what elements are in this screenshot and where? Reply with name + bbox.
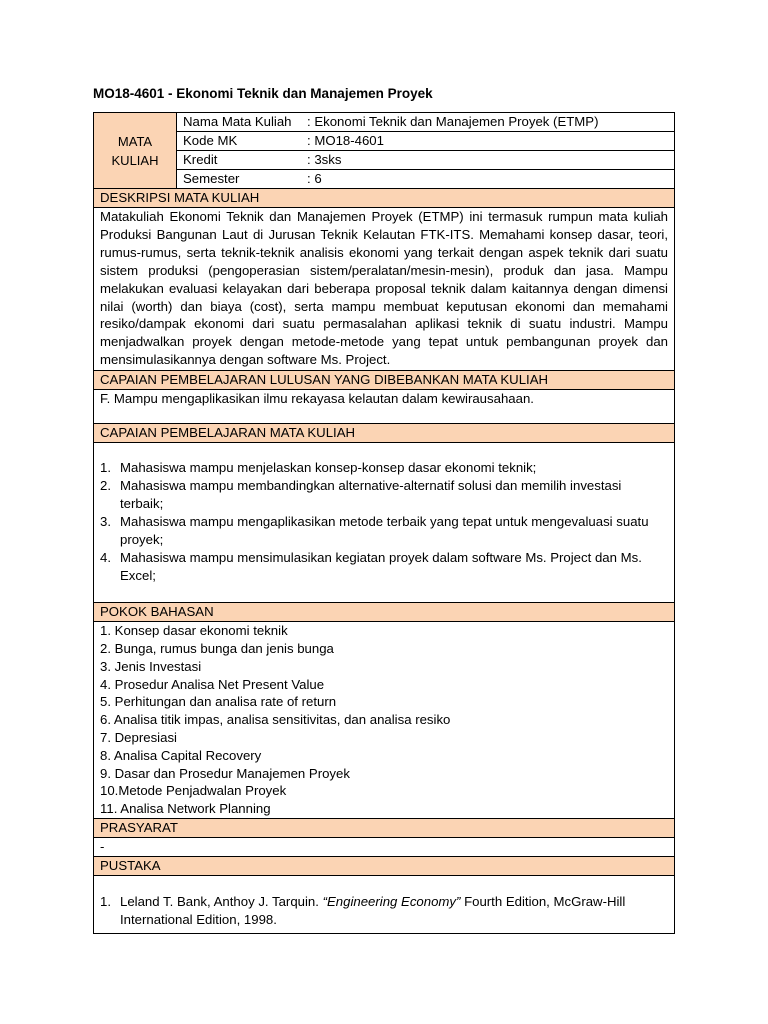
list-item: 11. Analisa Network Planning [100, 801, 271, 817]
info-value: : 6 [307, 171, 322, 186]
list-item [100, 459, 668, 477]
cpmk-body [94, 443, 674, 603]
list-item [100, 549, 668, 585]
pustaka-body [94, 876, 674, 933]
info-label: Semester [183, 171, 240, 186]
list-item: 7. Depresiasi [100, 729, 177, 745]
list-item [100, 513, 668, 549]
list-item: 10.Metode Penjadwalan Proyek [100, 783, 287, 799]
reference-details: Fourth Edition, McGraw-Hill International Edition, 1998. [120, 893, 626, 927]
list-item [100, 893, 668, 929]
pustaka-heading: PUSTAKA [94, 857, 674, 876]
info-label: Kredit [183, 152, 218, 167]
reference-text [120, 893, 668, 929]
list-item: 9. Dasar dan Prosedur Manajemen Proyek [100, 765, 350, 781]
cpmk-heading: CAPAIAN PEMBELAJARAN MATA KULIAH [94, 424, 674, 443]
list-item: 5. Perhitungan dan analisa rate of return [100, 694, 337, 710]
item-number: 1. [100, 893, 111, 909]
pokok-body [94, 622, 674, 819]
item-text: Mahasiswa mampu mengaplikasikan metode terbaik yang tepat untuk mengevaluasi suatu proyek; [120, 514, 649, 548]
cpl-text: F. Mampu mengaplikasikan ilmu rekayasa kelautan dalam kewirausahaan. [94, 390, 674, 424]
cpl-heading: CAPAIAN PEMBELAJARAN LULUSAN YANG DIBEBANKAN MATA KULIAH [94, 371, 674, 390]
page-title: MO18-4601 - Ekonomi Teknik dan Manajemen Proyek [93, 86, 433, 101]
info-row-nama [177, 113, 674, 132]
reference-authors: Leland T. Bank, Anthoy J. Tarquin. [120, 893, 323, 909]
mata-label-line1: MATA [117, 133, 153, 149]
list-item: 1. Konsep dasar ekonomi teknik [100, 623, 288, 639]
reference-title: “Engineering Economy” [322, 893, 461, 909]
info-value: : MO18-4601 [307, 133, 384, 148]
deskripsi-heading: DESKRIPSI MATA KULIAH [94, 189, 674, 208]
list-item: 8. Analisa Capital Recovery [100, 747, 262, 763]
list-item: 4. Prosedur Analisa Net Present Value [100, 676, 325, 692]
item-text: Mahasiswa mampu mensimulasikan kegiatan proyek dalam software Ms. Project dan Ms. Excel; [120, 550, 642, 584]
info-label: Nama Mata Kuliah [183, 114, 292, 129]
item-number: 2. [100, 478, 111, 494]
prasyarat-heading: PRASYARAT [94, 819, 674, 838]
course-table [93, 112, 675, 934]
info-row-semester [177, 170, 674, 188]
pokok-heading: POKOK BAHASAN [94, 603, 674, 622]
item-number: 3. [100, 514, 111, 530]
deskripsi-text: Matakuliah Ekonomi Teknik dan Manajemen Proyek (ETMP) ini termasuk rumpun mata kuliah Produksi Bangunan Laut di Jurusan Teknik Kelautan FTK-ITS. Memahami konsep dasar, teori, rumus-rumus, serta teknik-teknik analisis ekonomi yang terkait dengan aspek teknik dari suatu sistem produksi (pengoperasian sistem/peralatan/mesin-mesin), produk dan jasa. Mampu melakukan evaluasi kelayakan dari beberapa proposal teknik dalam kaitannya dengan dimensi nilai (worth) dan biaya (cost), serta mampu membuat keputusan ekonomi dan memahami resiko/dampak ekonomi dari suatu permasalahan aplikasi teknik di suatu industri. Mampu menjadwalkan proyek dengan metode-metode yang tepat untuk pembangunan proyek dan mensimulasikannya dengan software Ms. Project. [94, 208, 674, 371]
mata-kuliah-info [177, 113, 674, 188]
info-value: : 3sks [307, 152, 342, 167]
list-item: 3. Jenis Investasi [100, 658, 202, 674]
mata-kuliah-label [94, 113, 177, 188]
item-number: 4. [100, 550, 111, 566]
item-text: Mahasiswa mampu membandingkan alternative-alternatif solusi dan memilih investasi terbaik; [120, 478, 622, 512]
info-row-kode [177, 132, 674, 151]
item-number: 1. [100, 460, 111, 476]
mata-kuliah-row [94, 113, 674, 189]
info-value: : Ekonomi Teknik dan Manajemen Proyek (ETMP) [307, 114, 599, 129]
prasyarat-text: - [94, 838, 674, 857]
item-text: Mahasiswa mampu menjelaskan konsep-konsep dasar ekonomi teknik; [120, 460, 537, 476]
list-item: 6. Analisa titik impas, analisa sensitivitas, dan analisa resiko [100, 712, 451, 728]
info-row-kredit [177, 151, 674, 170]
list-item [100, 477, 668, 513]
info-label: Kode MK [183, 133, 238, 148]
mata-label-line2: KULIAH [111, 152, 159, 168]
list-item: 2. Bunga, rumus bunga dan jenis bunga [100, 640, 334, 656]
